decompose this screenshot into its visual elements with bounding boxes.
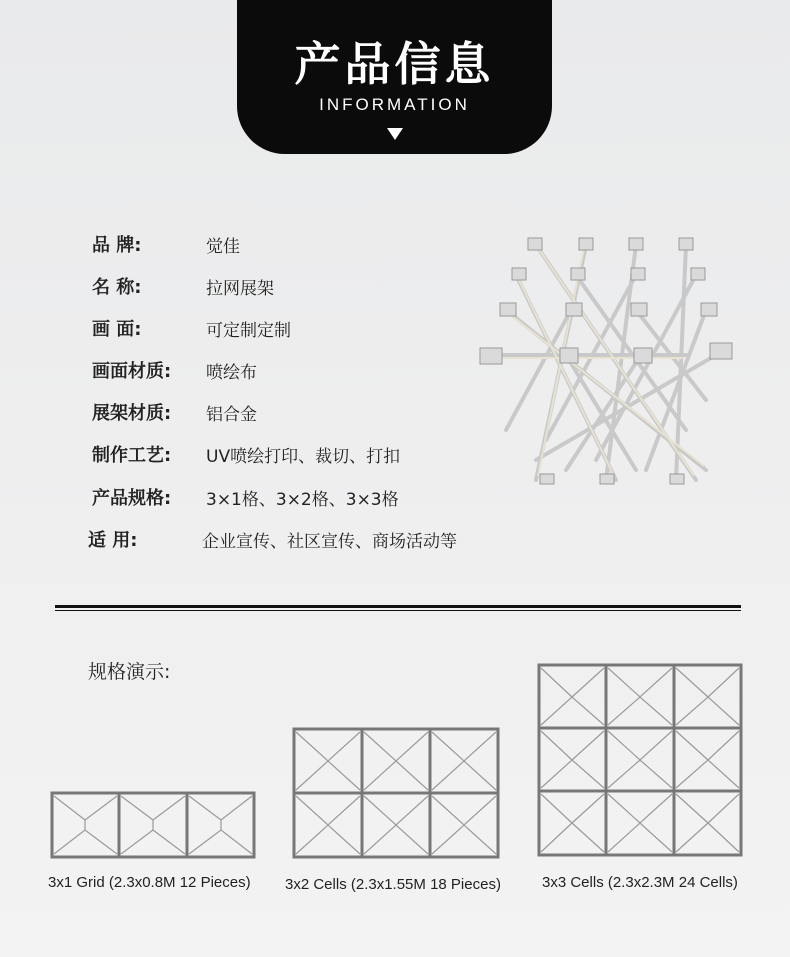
spec-label: 展架材质: [92, 403, 172, 424]
spec-value: 喷绘布 [206, 362, 257, 383]
spec-label: 品 牌: [92, 235, 142, 256]
header-tab [237, 0, 552, 154]
caption-3x3: 3x3 Cells (2.3x2.3M 24 Cells) [542, 874, 738, 891]
spec-value: 企业宣传、社区宣传、商场活动等 [202, 531, 457, 552]
spec-row-name [92, 273, 274, 299]
caption-3x1: 3x1 Grid (2.3x0.8M 12 Pieces) [48, 874, 251, 891]
spec-row-usage [88, 526, 457, 552]
spec-value: 觉佳 [206, 236, 240, 257]
spec-label: 制作工艺: [92, 445, 172, 466]
folding-frame-illustration [476, 230, 746, 495]
page-title: 产品信息 [294, 37, 495, 91]
spec-label: 画 面: [92, 319, 142, 340]
spec-value: UV喷绘打印、裁切、打扣 [206, 446, 401, 467]
frame-3x1-image [50, 790, 256, 860]
spec-row-process [92, 441, 400, 467]
frame-3x3-image [537, 662, 743, 858]
spec-row-size [92, 484, 399, 510]
spec-label: 适 用: [88, 530, 138, 551]
caption-3x2: 3x2 Cells (2.3x1.55M 18 Pieces) [285, 876, 501, 893]
spec-row-brand [92, 231, 240, 257]
frame-3x2-image [292, 726, 500, 860]
spec-label: 名 称: [92, 277, 142, 298]
triangle-down-icon [387, 128, 403, 140]
spec-label: 画面材质: [92, 361, 172, 382]
page-subtitle: INFORMATION [319, 95, 470, 114]
spec-row-graphic-material [92, 357, 257, 383]
spec-value: 拉网展架 [206, 278, 274, 299]
spec-row-graphic [92, 315, 291, 341]
section-divider-thin [55, 610, 741, 611]
demo-heading: 规格演示: [88, 661, 171, 683]
section-divider [55, 605, 741, 608]
spec-row-frame-material [92, 399, 257, 425]
spec-label: 产品规格: [92, 488, 172, 509]
spec-value: 铝合金 [206, 404, 257, 425]
spec-value: 可定制定制 [206, 320, 291, 341]
spec-value: 3×1格、3×2格、3×3格 [206, 489, 399, 510]
